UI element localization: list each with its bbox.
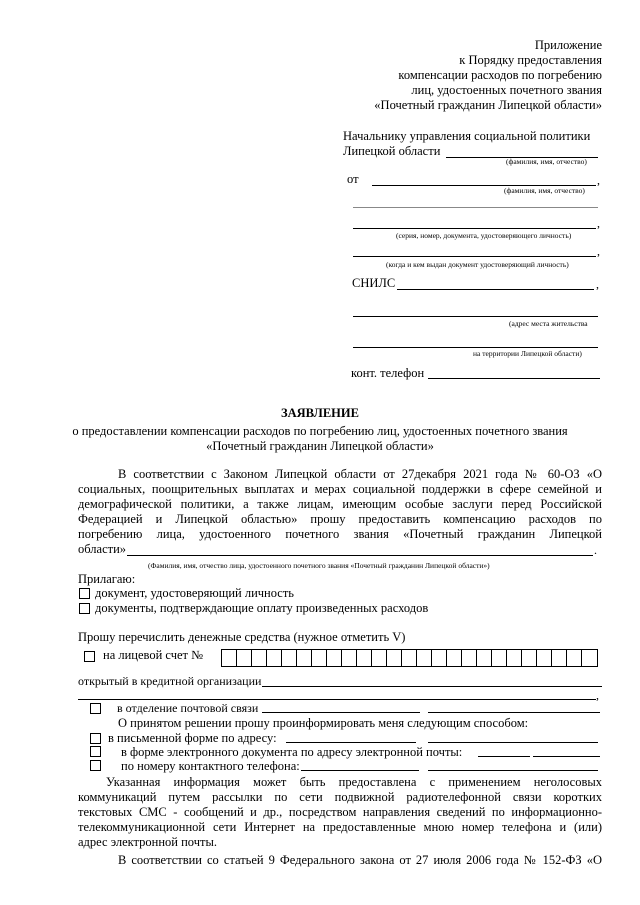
paragraph-line: В соответствии со статьей 9 Федерального закона от 27 июля 2006 года № 152-ФЗ «О <box>118 853 602 867</box>
paragraph-line: демографической политики, а также лицам, имеющим особые заслуги перед Российской <box>78 497 602 511</box>
hint-issued: (когда и кем выдан документ удостоверяющий личность) <box>386 260 569 269</box>
transfer-label: Прошу перечислить денежные средства (нужное отметить V) <box>78 630 406 644</box>
comma: , <box>597 216 600 230</box>
dashed-line[interactable] <box>353 207 598 208</box>
post-checkbox[interactable] <box>90 703 101 714</box>
paragraph-line: Указанная информация может быть предоставлена с применением неголосовых <box>106 775 602 789</box>
notify-checkbox[interactable] <box>90 760 101 771</box>
paragraph-line: Федерацией и Липецкой областью» прошу предоставить компенсацию расходов по <box>78 512 602 526</box>
phone-line[interactable] <box>428 378 600 379</box>
attach-checkbox[interactable] <box>79 588 90 599</box>
post-line[interactable] <box>262 712 420 713</box>
deceased-name-line[interactable] <box>127 555 593 556</box>
snils-line[interactable] <box>397 289 594 290</box>
written-address-line[interactable] <box>286 742 416 743</box>
title-subline: «Почетный гражданин Липецкой области» <box>206 439 434 453</box>
period: . <box>594 543 597 557</box>
hint-fio: (фамилия, имя, отчество) <box>506 157 587 166</box>
from-label: от <box>347 172 359 186</box>
snils-label: СНИЛС <box>352 276 396 290</box>
attach-label: Прилагаю: <box>78 572 136 586</box>
paragraph-line: погребению лица, удостоенного почетного звания «Почетный гражданин Липецкой <box>78 527 602 541</box>
notify-written: в письменной форме по адресу: <box>108 731 277 745</box>
appendix-line: компенсации расходов по погребению <box>398 68 602 82</box>
email-line-2[interactable] <box>533 756 600 757</box>
post-line-2[interactable] <box>428 712 600 713</box>
phone-contact-line[interactable] <box>301 770 419 771</box>
appendix-line: к Порядку предоставления <box>459 53 602 67</box>
account-label: на лицевой счет № <box>103 648 204 662</box>
addressee-to-line2: Липецкой области <box>343 144 441 158</box>
address-line[interactable] <box>353 316 598 317</box>
addressee-to-line1: Начальнику управления социальной политики <box>343 129 591 143</box>
bank-label: открытый в кредитной организации <box>78 674 262 688</box>
attach-checkbox[interactable] <box>79 603 90 614</box>
attach-item: документы, подтверждающие оплату произведенных расходов <box>95 601 429 615</box>
hint-address: (адрес места жительства <box>509 319 588 328</box>
comma: , <box>596 277 599 291</box>
attach-item: документ, удостоверяющий личность <box>95 586 295 600</box>
paragraph-line: коммуникаций путем рассылки по сети подвижной радиотелефонной связи коротких <box>78 790 602 804</box>
written-address-line-2[interactable] <box>428 742 598 743</box>
notify-email: в форме электронного документа по адресу электронной почты: <box>121 745 463 759</box>
document-line[interactable] <box>353 228 596 229</box>
appendix-line: «Почетный гражданин Липецкой области» <box>374 98 602 112</box>
comma: , <box>597 244 600 258</box>
hint-deceased: (Фамилия, имя, отчество лица, удостоенного почетного звания «Почетный гражданин Липецкой области») <box>148 561 490 570</box>
paragraph-line: текстовых СМС - сообщений и др., посредством направления сведений по информационно- <box>78 805 602 819</box>
comma: , <box>597 173 600 187</box>
bank-line-2[interactable] <box>78 699 596 700</box>
comma: , <box>596 688 599 702</box>
hint-fio2: (фамилия, имя, отчество) <box>504 186 585 195</box>
account-number-cells[interactable] <box>221 649 598 667</box>
paragraph-line: области» <box>78 542 127 556</box>
notify-label: О принятом решении прошу проинформировать меня следующим способом: <box>118 716 529 730</box>
notify-checkbox[interactable] <box>90 733 101 744</box>
paragraph-line: адрес электронной почты. <box>78 835 217 849</box>
paragraph-line: телекоммуникационной сети Интернет на предоставленные мною номер телефона и (или) <box>78 820 602 834</box>
phone-label: конт. телефон <box>351 366 425 380</box>
notify-phone: по номеру контактного телефона: <box>121 759 300 773</box>
document-title: ЗАЯВЛЕНИЕ <box>281 406 359 420</box>
hint-territory: на территории Липецкой области) <box>473 349 582 358</box>
post-label: в отделение почтовой связи <box>117 701 259 715</box>
appendix-line: Приложение <box>534 38 602 52</box>
account-checkbox[interactable] <box>84 651 95 662</box>
hint-doc: (серия, номер, документа, удостоверяющего личность) <box>396 231 572 240</box>
bank-line[interactable] <box>262 686 602 687</box>
notify-checkbox[interactable] <box>90 746 101 757</box>
paragraph-line: социальных, поощрительных выплатах и мерах социальной поддержки в сфере семейной и <box>78 482 602 496</box>
phone-contact-line-2[interactable] <box>428 770 598 771</box>
email-line[interactable] <box>478 756 530 757</box>
territory-line[interactable] <box>353 347 598 348</box>
title-subline: о предоставлении компенсации расходов по погребению лиц, удостоенных почетного звания <box>72 424 568 438</box>
paragraph-line: В соответствии с Законом Липецкой области от 27декабря 2021 года № 60-ОЗ «О <box>118 467 602 481</box>
issued-line[interactable] <box>353 256 596 257</box>
appendix-line: лиц, удостоенных почетного звания <box>411 83 602 97</box>
